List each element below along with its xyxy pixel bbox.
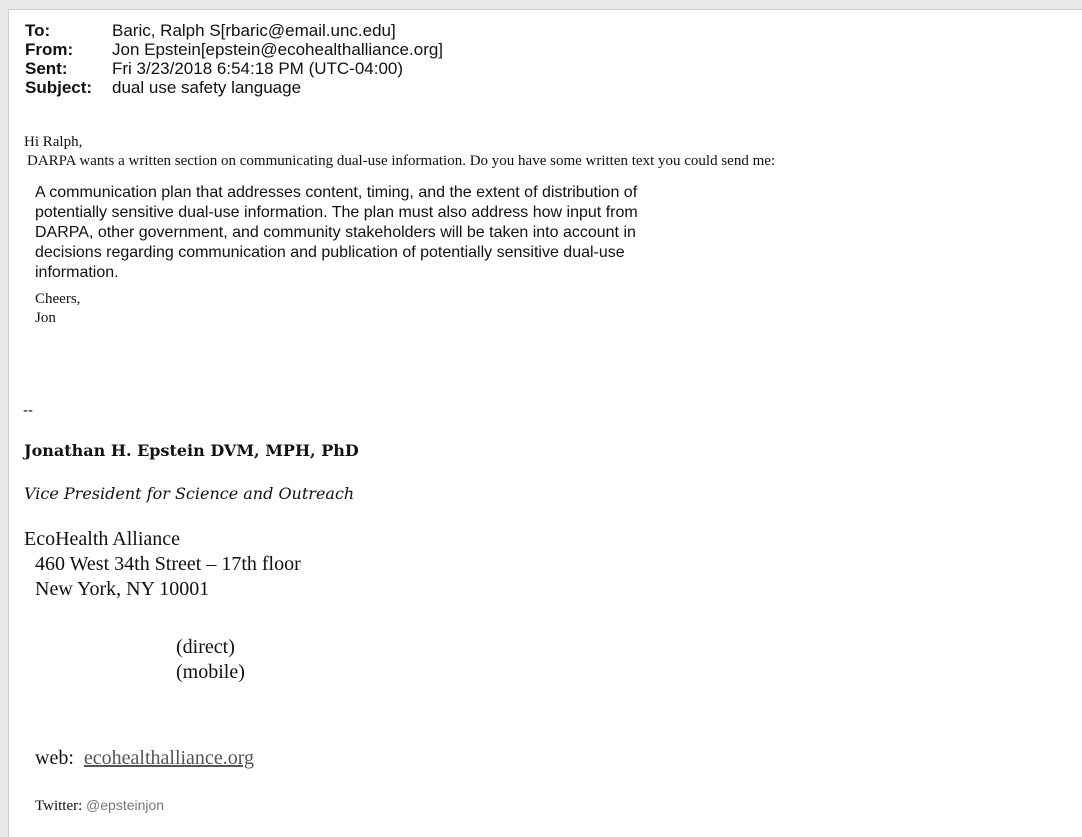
email-closing — [35, 290, 80, 328]
signature-org — [24, 527, 301, 602]
email-page — [8, 9, 1082, 837]
org-name: EcoHealth Alliance — [24, 528, 181, 550]
email-greeting — [24, 133, 775, 171]
intro-line: DARPA wants a written section on communicating dual-use information. Do you have some written text you could send me: — [27, 153, 776, 169]
web-label: web: — [35, 747, 74, 769]
header-value: Fri 3/23/2018 6:54:18 PM (UTC-04:00) — [112, 59, 404, 78]
request-line: information. — [35, 264, 119, 281]
signature-title: Vice President for Science and Outreach — [24, 484, 355, 503]
signature-separator: -- — [23, 402, 33, 419]
header-label: From: — [25, 40, 74, 59]
request-line: decisions regarding communication and publication of potentially sensitive dual-use — [35, 244, 625, 261]
header-subject — [25, 78, 443, 97]
signature-web — [35, 747, 254, 770]
signature-name: Jonathan H. Epstein DVM, MPH, PhD — [24, 441, 359, 460]
address-line: 460 West 34th Street – 17th floor — [35, 553, 301, 575]
email-header — [25, 21, 443, 97]
signature-phones — [176, 635, 245, 685]
phone-mobile-label: (mobile) — [176, 661, 245, 683]
header-value: Jon Epstein[epstein@ecohealthalliance.org] — [112, 40, 444, 59]
request-line: DARPA, other government, and community stakeholders will be taken into account in — [35, 224, 636, 241]
request-line: potentially sensitive dual-use information. The plan must also address how input from — [35, 204, 638, 221]
request-line: A communication plan that addresses content, timing, and the extent of distribution of — [35, 184, 638, 201]
address-line: New York, NY 10001 — [35, 578, 210, 600]
phone-direct-label: (direct) — [176, 636, 235, 658]
web-link[interactable]: ecohealthalliance.org — [83, 747, 254, 769]
closing-line: Cheers, — [35, 291, 81, 307]
header-value: Baric, Ralph S[rbaric@email.unc.edu] — [112, 21, 396, 40]
twitter-handle[interactable]: @epsteinjon — [86, 797, 165, 813]
header-from — [25, 40, 443, 59]
header-to — [25, 21, 443, 40]
twitter-label: Twitter: — [35, 798, 83, 814]
signature-twitter — [35, 797, 164, 815]
request-quote — [35, 183, 695, 283]
header-label: To: — [25, 21, 51, 40]
greeting-line: Hi Ralph, — [24, 134, 83, 150]
header-label: Sent: — [25, 59, 68, 78]
sender-short: Jon — [35, 310, 56, 326]
header-value: dual use safety language — [112, 78, 302, 97]
header-sent — [25, 59, 443, 78]
header-label: Subject: — [25, 78, 93, 97]
